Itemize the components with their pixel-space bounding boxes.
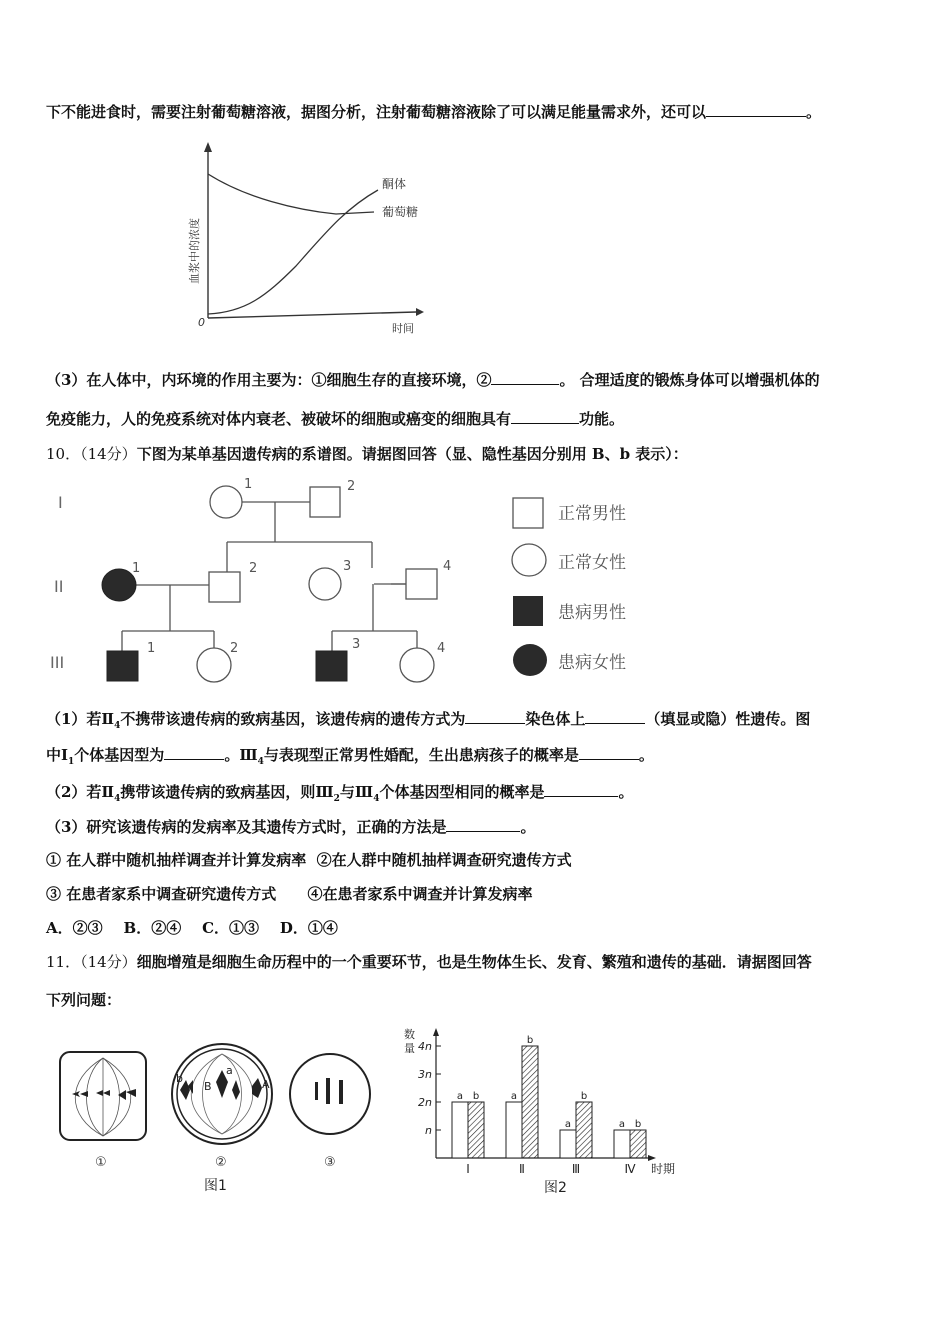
- category-label: Ⅲ: [571, 1162, 581, 1176]
- bar-b: [576, 1102, 592, 1158]
- q10-title: 10．（14分）下图为某单基因遗传病的系谱图。请据图回答（显、隐性基因分别用 B、b 表示）：: [46, 445, 688, 463]
- normal-male-II4: [406, 569, 437, 599]
- individual-number: 2: [249, 561, 258, 576]
- normal-male-II2: [209, 572, 240, 602]
- cell-label: ③: [324, 1155, 336, 1170]
- answer-blank[interactable]: [511, 409, 579, 424]
- bar-label: a: [510, 1091, 518, 1102]
- legend-label: 患病男性: [558, 603, 626, 623]
- y-tick-label: 3n: [418, 1068, 432, 1081]
- cell-division-figure: [56, 1030, 386, 1195]
- generation-label: III: [50, 653, 65, 672]
- y-tick-label: 4n: [418, 1040, 432, 1053]
- glucose-label: 葡萄糖: [382, 205, 419, 219]
- bar-label: b: [472, 1091, 480, 1102]
- q9-3-line1: （3）在人体中，内环境的作用主要为：①细胞生存的直接环境，② 。 合理适度的锻炼身体可以增强机体的: [46, 371, 820, 389]
- legend-normal-male-icon: [513, 498, 543, 528]
- category-label: Ⅳ: [624, 1162, 636, 1176]
- answer-blank[interactable]: [579, 745, 639, 760]
- category-label: Ⅱ: [519, 1162, 525, 1176]
- individual-number: 2: [347, 479, 356, 494]
- cell-label: ②: [215, 1155, 227, 1170]
- individual-number: 1: [132, 561, 141, 576]
- normal-female-II3: [309, 568, 341, 600]
- individual-number: 3: [352, 637, 361, 652]
- x-axis: [208, 312, 416, 318]
- y-axis-label: 血浆中的浓度: [188, 218, 201, 284]
- chromosome-count-chart: [396, 1024, 696, 1196]
- bar-a: [506, 1102, 522, 1158]
- individual-number: 1: [244, 477, 253, 492]
- answer-blank[interactable]: [446, 817, 520, 832]
- generation-label: II: [54, 577, 64, 596]
- cell-label: ①: [95, 1155, 107, 1170]
- ketone-curve: [208, 190, 378, 314]
- legend-label: 患病女性: [558, 653, 626, 673]
- normal-female-III4: [400, 648, 434, 682]
- legend-affected-male-icon: [513, 596, 543, 626]
- y-tick-label: 2n: [418, 1096, 432, 1109]
- bar-a: [452, 1102, 468, 1158]
- q9-3-line2: 免疫能力，人的免疫系统对体内衰老、被破坏的细胞或癌变的细胞具有 功能。: [46, 410, 625, 428]
- answer-blank[interactable]: [164, 745, 224, 760]
- answer-blank[interactable]: [706, 102, 806, 117]
- affected-female-II1: [102, 569, 136, 601]
- affected-male-III3: [316, 651, 347, 681]
- affected-male-III1: [107, 651, 138, 681]
- answer-blank[interactable]: [465, 709, 525, 724]
- individual-number: 2: [230, 641, 239, 656]
- y-axis-label-char: 数: [404, 1028, 415, 1041]
- normal-female-I1: [210, 486, 242, 518]
- q10-options-line2: ③ 在患者家系中调查研究遗传方式 ④在患者家系中调查并计算发病率: [46, 885, 533, 903]
- ketone-label: 酮体: [382, 177, 407, 191]
- q10-1-line1: （1）若$Ⅱ_4$不携带该遗传病的致病基因，该遗传病的遗传方式为 染色体上 （填显或隐）性遗传。图: [46, 710, 811, 731]
- individual-number: 1: [147, 641, 156, 656]
- intro-text: 下不能进食时，需要注射葡萄糖溶液，据图分析，注射葡萄糖溶液除了可以满足能量需求外，还可以: [46, 103, 707, 121]
- normal-male-I2: [310, 487, 340, 517]
- bar-label: b: [526, 1035, 534, 1046]
- legend-label: 正常女性: [558, 553, 626, 573]
- normal-female-III2: [197, 648, 231, 682]
- figure-2-caption: 图2: [544, 1180, 567, 1196]
- q10-2-line: （2）若$Ⅱ_4$携带该遗传病的致病基因，则$Ⅲ_2$与$Ⅲ_4$个体基因型相同的概率是 。: [46, 783, 634, 804]
- bar-label: b: [634, 1119, 642, 1130]
- bar-label: a: [564, 1119, 572, 1130]
- answer-blank[interactable]: [491, 370, 559, 385]
- pedigree-chart: [46, 476, 666, 690]
- generation-label: I: [58, 493, 63, 512]
- origin-label: 0: [198, 316, 205, 329]
- individual-number: 3: [343, 559, 352, 574]
- intro-line: 下不能进食时，需要注射葡萄糖溶液，据图分析，注射葡萄糖溶液除了可以满足能量需求外，还可以 。: [46, 103, 822, 121]
- q10-1-line2: 中$Ⅰ_1$个体基因型为 。$Ⅲ_4$与表现型正常男性婚配，生出患病孩子的概率是 。: [46, 746, 654, 767]
- chromosome-label: b: [176, 1072, 183, 1085]
- bar-label: a: [618, 1119, 626, 1130]
- bar-b: [468, 1102, 484, 1158]
- q10-options-line1: ① 在人群中随机抽样调查并计算发病率 ②在人群中随机抽样调查研究遗传方式: [46, 851, 572, 869]
- legend-normal-female-icon: [512, 544, 546, 576]
- bar-b: [522, 1046, 538, 1158]
- legend-label: 正常男性: [558, 504, 626, 524]
- answer-blank[interactable]: [585, 709, 645, 724]
- individual-number: 4: [443, 559, 452, 574]
- q10-choices[interactable]: A．②③ B．②④ C．①③ D．①④: [46, 919, 338, 937]
- y-tick-label: n: [425, 1124, 432, 1137]
- answer-blank[interactable]: [544, 782, 618, 797]
- chromosome-label: A: [262, 1078, 270, 1091]
- category-label: Ⅰ: [466, 1162, 470, 1176]
- bar-label: b: [580, 1091, 588, 1102]
- bar-b: [630, 1130, 646, 1158]
- bar-label: a: [456, 1091, 464, 1102]
- bar-a: [614, 1130, 630, 1158]
- chromosome-label: B: [204, 1080, 212, 1093]
- bar-a: [560, 1130, 576, 1158]
- glucose-curve: [208, 174, 374, 214]
- x-axis-label: 时间: [392, 322, 414, 335]
- y-axis-label-char: 量: [404, 1042, 415, 1055]
- q11-title-cont: 下列问题：: [46, 991, 122, 1009]
- figure-1-caption: 图1: [204, 1178, 227, 1194]
- individual-number: 4: [437, 641, 446, 656]
- x-axis-label: 时期: [651, 1162, 676, 1176]
- legend-affected-female-icon: [513, 644, 547, 676]
- q11-title: 11．（14分）细胞增殖是细胞生命历程中的一个重要环节，也是生物体生长、发育、繁殖和遗传的基础．请据图回答: [46, 953, 812, 971]
- concentration-graph: [186, 136, 436, 341]
- q10-3-line: （3）研究该遗传病的发病率及其遗传方式时，正确的方法是 。: [46, 818, 536, 836]
- chromosome-label: a: [226, 1064, 233, 1077]
